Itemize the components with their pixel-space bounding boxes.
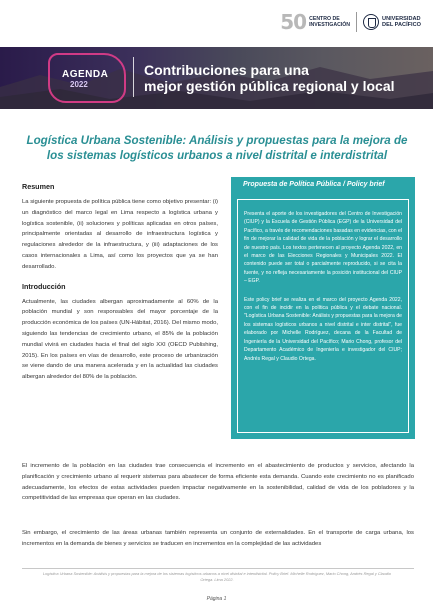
resumen-heading: Resumen [22, 182, 55, 191]
policy-brief-paragraph-2: Este policy brief se realiza en el marco del proyecto Agenda 2022, con el fin de incidir en la política pública y el debate nacional. "Logística Urbana Sostenible: Análisis y propuestas para la mejora de los sistemas logísticos urbanos a nivel distrital e inter distrital", fue elaborado por Michelle Rodríguez, decana de la Facultad de Ingeniería de la Universidad del Pacífico; Mario Chong, profesor del Departamento Académico de Ingeniería e investigador del CIUP; Andrés Regal y Claudio Ortega. [244, 296, 402, 362]
policy-brief-content [237, 199, 409, 433]
header-logos [280, 8, 421, 36]
banner-divider [133, 57, 134, 97]
body-paragraph-2: Sin embargo, el crecimiento de las áreas urbanas también representa un conjunto de externalidades. En el transporte de carga urbana, los incrementos en la demanda de bienes y servicios se traducen en incrementos en la complejidad de las actividades [22, 530, 414, 547]
up-logo [363, 14, 421, 30]
document-title: Logística Urbana Sostenible: Análisis y propuestas para la mejora de los sistemas logísticos urbanos a nivel distrital e interdistrital [26, 134, 408, 162]
university-seal-icon [363, 14, 379, 30]
policy-brief-heading: Propuesta de Política Pública / Policy brief [243, 181, 385, 188]
left-column [22, 182, 218, 383]
agenda-logo-title: AGENDA [62, 69, 109, 80]
resumen-paragraph: La siguiente propuesta de política pública tiene como objetivo presentar: (i) un diagnóstico del marco legal en Lima respecto a logística urbana y logística sostenible, (ii) soluciones y políticas aplicadas en otros países, principalmente orientadas al desarrollo de infraestructura logística y regulaciones alrededor de la infraestructura, y (iii) adaptaciones de los casos internacionales a Lima, así como los proyectos que ya se han desarrollado. [22, 199, 218, 270]
policy-brief-paragraph-1: Presenta el aporte de los investigadores del Centro de Investigación (CIUP) y la Escuela de Gestión Pública (EGP) de la Universidad del Pacífico, a través de recomendaciones basadas en evidencias, con el fin de mejorar la calidad de vida de la población y lograr el desarrollo de nuestro país. Los textos pertenecen al proyecto Agenda 2022, en el marco de las Elecciones Regionales y Municipales 2022. El contenido puede ser total o parcialmente reproducido, si se cita la fuente, y no refleja necesariamente la posición institucional del CIUP – EGP. [244, 211, 402, 285]
policy-brief-box [231, 177, 415, 439]
banner-title: Contribuciones para una mejor gestión pública regional y local [144, 62, 395, 94]
body-paragraph-1: El incremento de la población en las ciudades trae consecuencia el incremento en el abastecimiento de productos y servicios, afectando la planificación y crecimiento urbano al requerir sistemas para abastecer de forma eficiente esta demanda. Cuando este crecimiento no es planificado adecuadamente, los efectos de estas actividades pueden impactar negativamente en la sostenibilidad, calidad de vida de los pobladores y la competitividad de las empresas que operan en las ciudades. [22, 463, 414, 502]
introduccion-paragraph: Actualmente, las ciudades albergan aproximadamente al 60% de la población mundial y son responsables del mayor porcentaje de la producción económica de los países (UN-Hábitat, 2016). Del mismo modo, siguiendo las tendencias de crecimiento urbano, el 85% de la población mundial vivirá en ciudades hacia el final del siglo XXI (OECD Publishing, 2015). En los países en vías de desarrollo, este proceso de urbanización se viene dando de una manera acelerada y en la actualidad las ciudades albergan alrededor del 80% de la población. [22, 298, 218, 381]
page-number: Página 1 [206, 596, 227, 602]
agenda-logo-year: 2022 [70, 80, 88, 89]
up-logo-text: UNIVERSIDAD DEL PACÍFICO [382, 15, 421, 28]
footer-citation: Logística Urbana Sostenible: Análisis y propuestas para la mejora de los sistemas logísticos urbanos a nivel distrital e interdistrital. Policy Brief. Michelle Rodríguez, Mario Chong, Andrés Regal y Claudio Ortega. Lima 2022. [42, 571, 392, 582]
ciup-logo [280, 10, 350, 34]
ciup-logo-text: CENTRO DE INVESTIGACIÓN [309, 16, 351, 28]
agenda-banner [0, 47, 433, 109]
introduccion-heading: Introducción [22, 281, 66, 291]
footer-divider [22, 568, 414, 569]
ciup-50-mark: 50 [280, 10, 307, 34]
logo-divider [356, 12, 357, 32]
